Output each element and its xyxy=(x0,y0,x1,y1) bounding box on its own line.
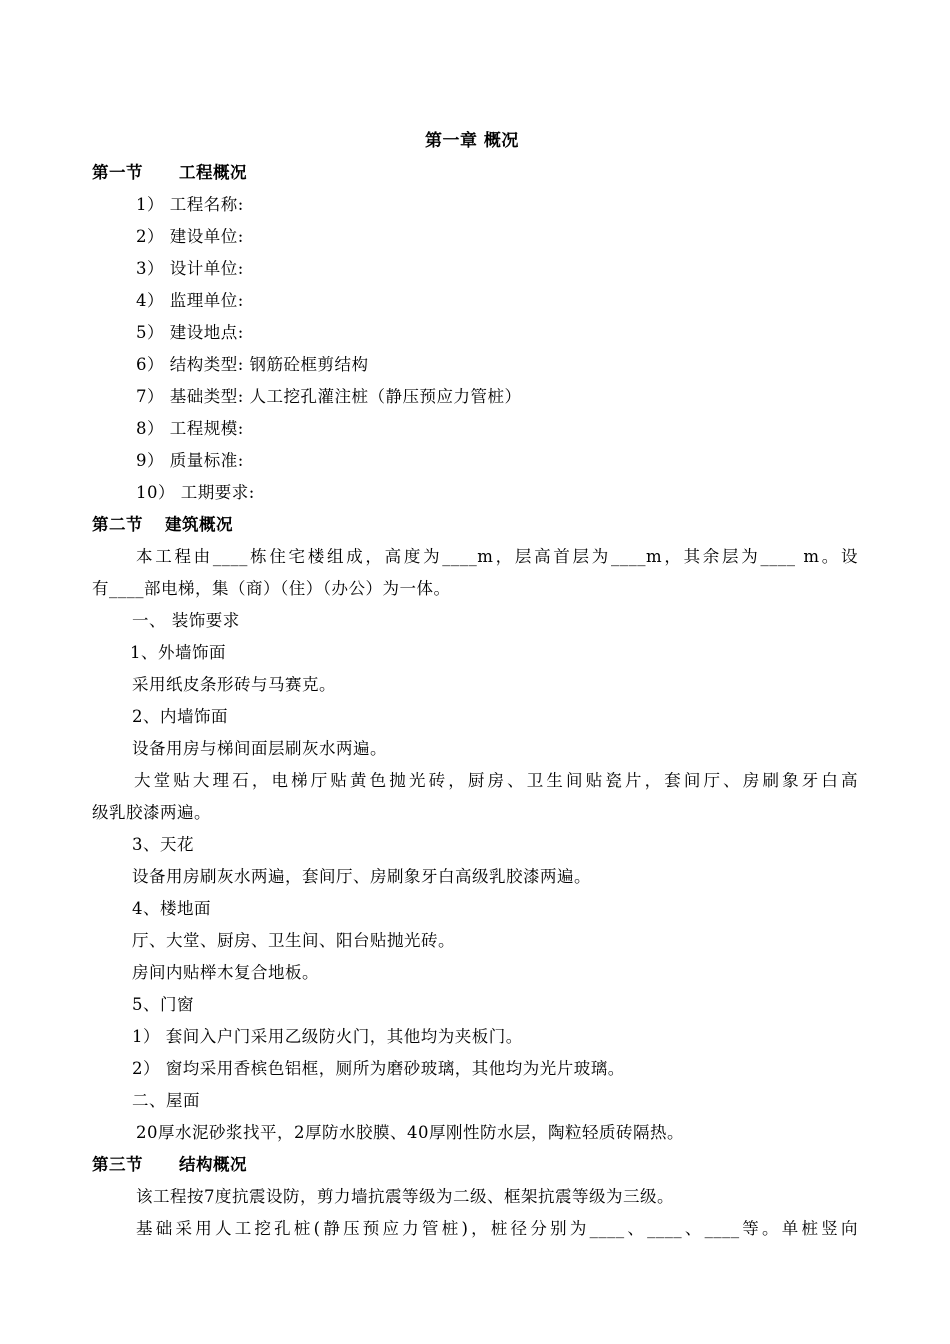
project-item-9: 9） 质量标准: xyxy=(136,451,244,470)
project-item-1: 1） 工程名称: xyxy=(136,195,244,214)
project-item-10: 10） 工期要求: xyxy=(136,483,255,502)
ceiling-text: 设备用房刷灰水两遍，套间厅、房刷象牙白高级乳胶漆两遍。 xyxy=(132,867,591,886)
floor-heading: 4、楼地面 xyxy=(132,899,211,918)
section-3-number: 第三节 xyxy=(92,1155,143,1174)
ceiling-heading: 3、天花 xyxy=(132,835,194,854)
project-item-2: 2） 建设单位: xyxy=(136,227,244,246)
section-3-title: 结构概况 xyxy=(179,1155,247,1174)
project-item-4: 4） 监理单位: xyxy=(136,291,244,310)
roof-heading: 二、屋面 xyxy=(132,1091,200,1110)
section-1-heading xyxy=(92,162,247,184)
doors-windows-text-2: 2） 窗均采用香槟色铝框，厕所为磨砂玻璃，其他均为光片玻璃。 xyxy=(132,1059,625,1078)
interior-wall-text-2-line-2: 级乳胶漆两遍。 xyxy=(92,803,211,822)
section-1-title: 工程概况 xyxy=(179,163,247,182)
structure-text-1: 该工程按7度抗震设防，剪力墙抗震等级为二级、框架抗震等级为三级。 xyxy=(136,1187,674,1206)
interior-wall-text-1: 设备用房与梯间面层刷灰水两遍。 xyxy=(132,739,387,758)
roof-text: 20厚水泥砂浆找平，2厚防水胶膜、40厚刚性防水层，陶粒轻质砖隔热。 xyxy=(136,1123,684,1142)
interior-wall-text-2-line-1: 大堂贴大理石，电梯厅贴黄色抛光砖，厨房、卫生间贴瓷片，套间厅、房刷象牙白高 xyxy=(134,771,858,790)
floor-text-1: 厅、大堂、厨房、卫生间、阳台贴抛光砖。 xyxy=(132,931,455,950)
section-2-number: 第二节 xyxy=(92,515,143,534)
structure-text-2: 基础采用人工挖孔桩(静压预应力管桩)，桩径分别为____、____、____等。单桩竖向 xyxy=(136,1219,858,1238)
project-item-5: 5） 建设地点: xyxy=(136,323,244,342)
project-item-7: 7） 基础类型: 人工挖孔灌注桩（静压预应力管桩） xyxy=(136,387,522,406)
exterior-wall-heading: 1、外墙饰面 xyxy=(130,643,226,662)
section-2-heading xyxy=(92,514,233,536)
project-item-8: 8） 工程规模: xyxy=(136,419,244,438)
section-3-heading xyxy=(92,1154,247,1176)
project-item-6: 6） 结构类型: 钢筋砼框剪结构 xyxy=(136,355,369,374)
section-2-title: 建筑概况 xyxy=(165,515,233,534)
doors-windows-heading: 5、门窗 xyxy=(132,995,194,1014)
floor-text-2: 房间内贴榉木复合地板。 xyxy=(132,963,319,982)
interior-wall-heading: 2、内墙饰面 xyxy=(132,707,228,726)
chapter-title: 第一章 概况 xyxy=(425,131,519,151)
decoration-heading: 一、 装饰要求 xyxy=(132,611,240,630)
building-intro-line-2: 有____部电梯，集（商）（住）（办公）为一体。 xyxy=(92,579,451,598)
section-1-number: 第一节 xyxy=(92,163,143,182)
doors-windows-text-1: 1） 套间入户门采用乙级防火门，其他均为夹板门。 xyxy=(132,1027,523,1046)
exterior-wall-text: 采用纸皮条形砖与马赛克。 xyxy=(132,675,336,694)
building-intro-line-1: 本工程由____栋住宅楼组成，高度为____m，层高首层为____m，其余层为____ m。设 xyxy=(136,547,858,566)
project-item-3: 3） 设计单位: xyxy=(136,259,244,278)
